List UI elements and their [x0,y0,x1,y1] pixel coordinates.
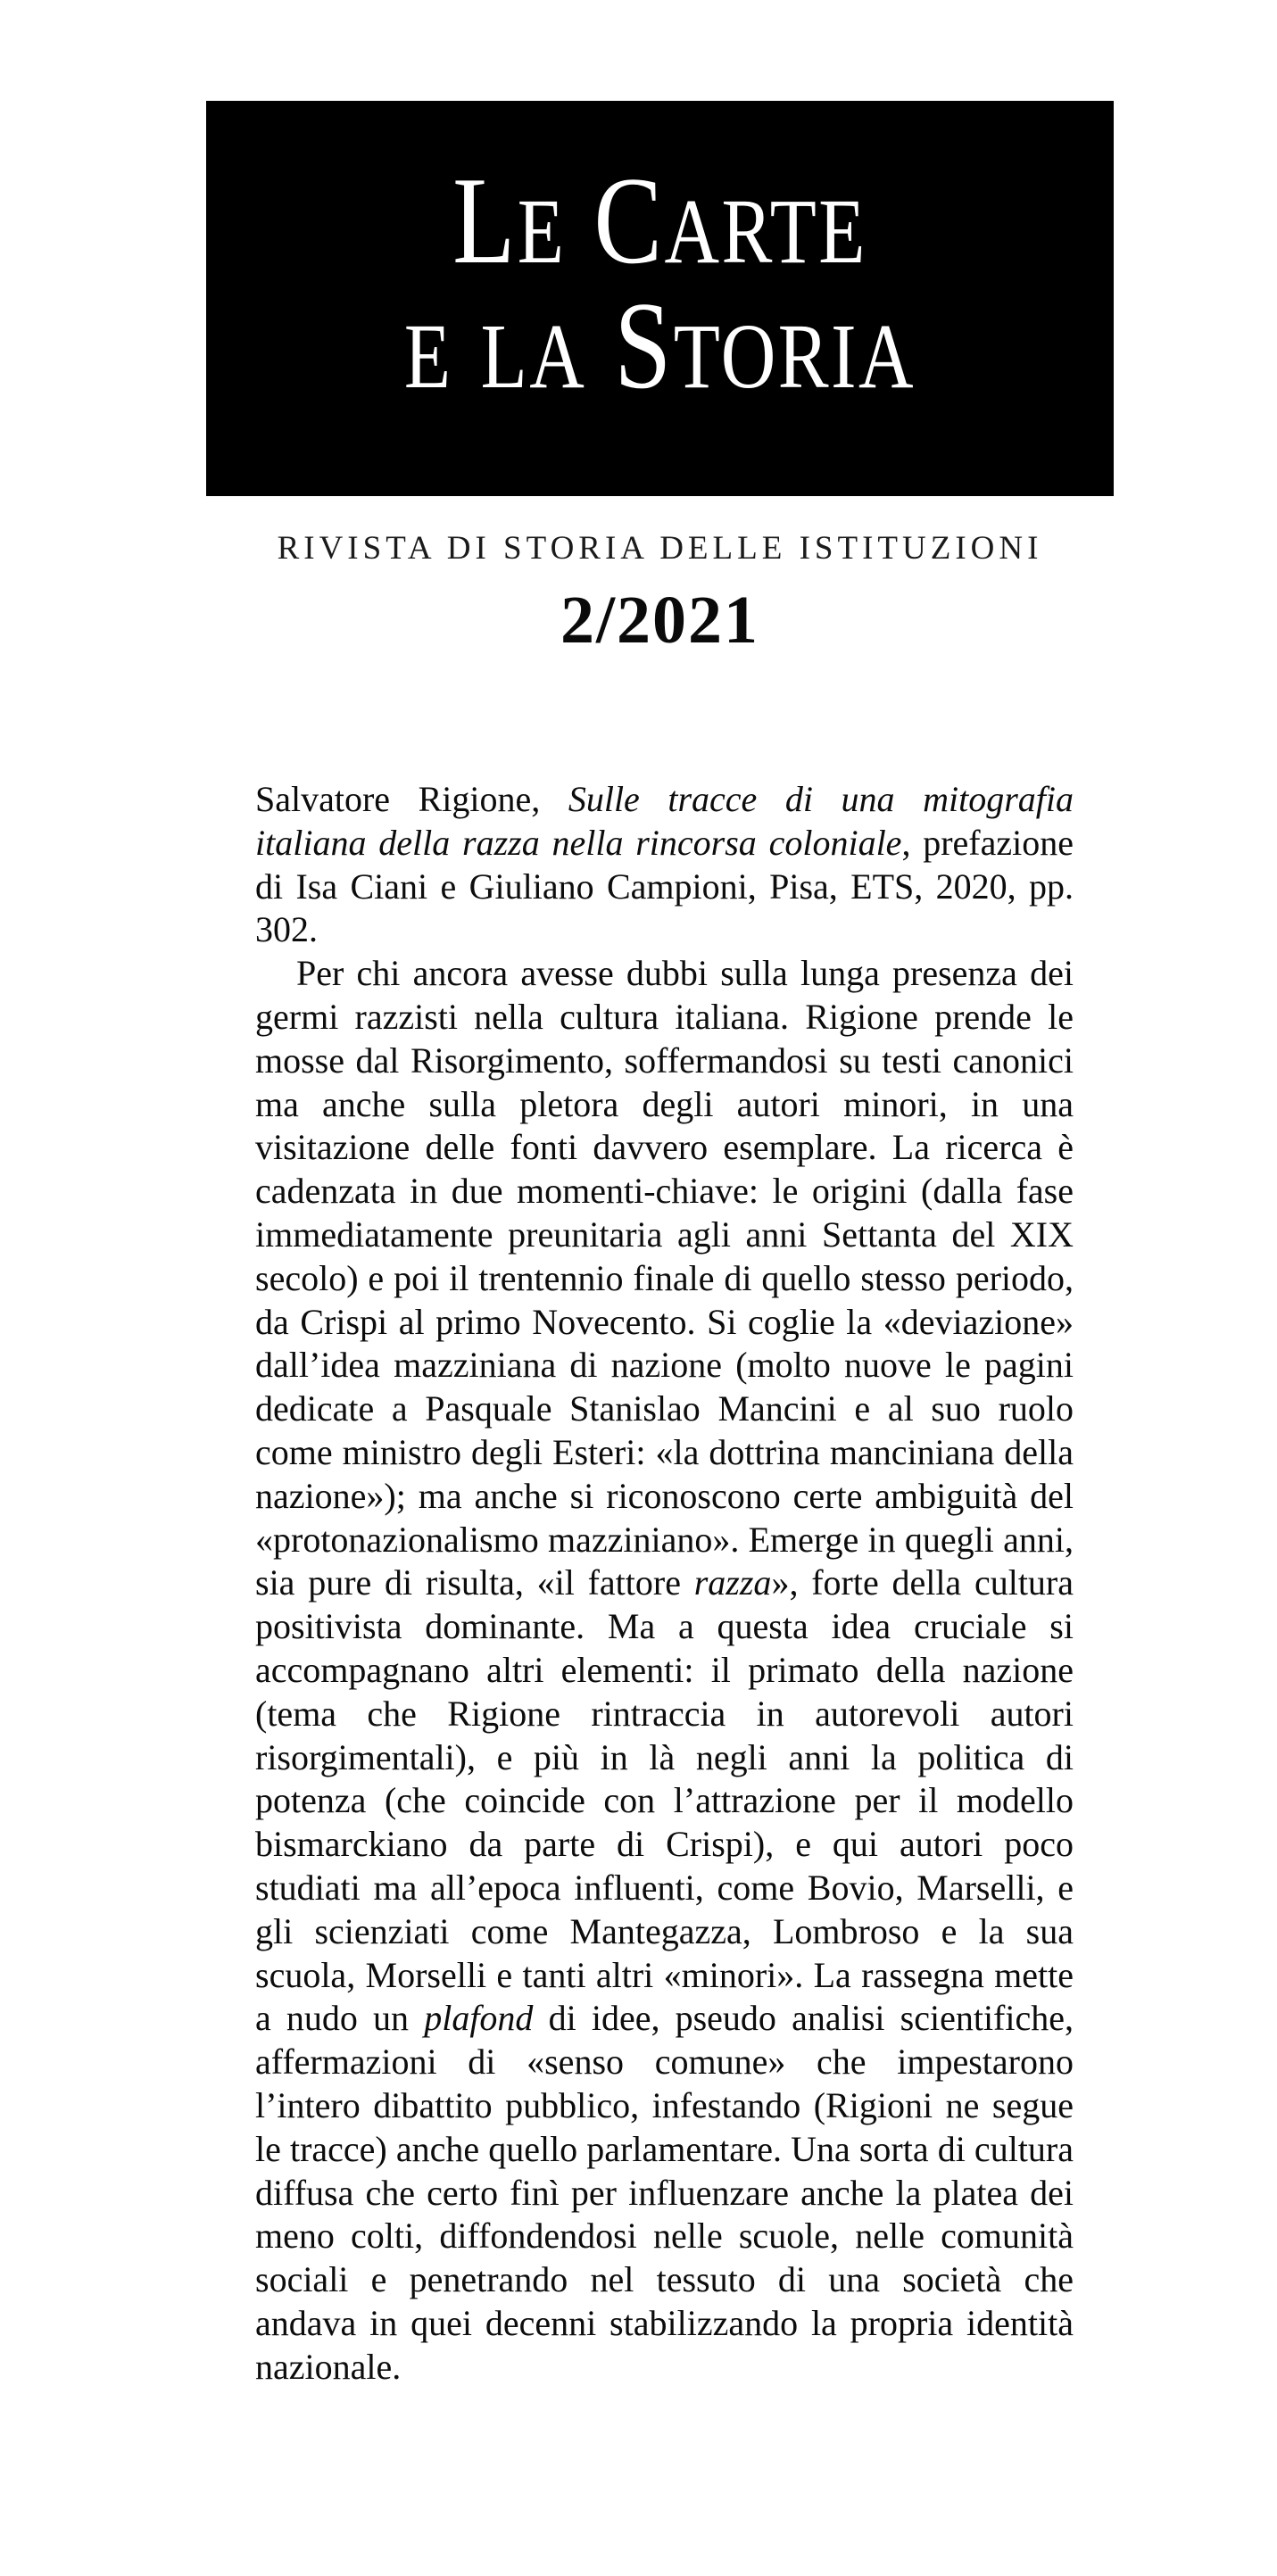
journal-subtitle: RIVISTA DI STORIA DELLE ISTITUZIONI [277,530,1043,567]
masthead-title-line-2: E LA STORIA [403,277,916,415]
review-body: Per chi ancora avesse dubbi sulla lunga presenza dei germi razzisti nella cultura italiana. Rigione prende le mosse dal Risorgimento, soffermandosi su testi canonici ma anche sulla pletora degli autori minori, in una visitazione delle fonti davvero esemplare. La ricerca è cadenzata in due momenti-chiave: le origini (dalla fase immediatamente preunitaria agli anni Settanta del XIX secolo) e poi il trentennio finale di quello stesso periodo, da Crispi al primo Novecento. Si coglie la «deviazione» dall’idea mazziniana di nazione (molto nuove le pagini dedicate a Pasquale Stanislao Mancini e al suo ruolo come ministro degli Esteri: «la dottrina manciniana della nazione»); ma anche si riconoscono certe ambiguità del «protonazionalismo mazziniano». Emerge in quegli anni, sia pure di risulta, «il fattore razza», forte della cultura positivista dominante. Ma a questa idea cruciale si accompagnano altri elementi: il primato della nazione (tema che Rigione rintraccia in autorevoli autori risorgimentali), e più in là negli anni la politica di potenza (che coincide con l’attrazione per il modello bismarckiano da parte di Crispi), e qui autori poco studiati ma all’epoca influenti, come Bovio, Marselli, e gli scienziati come Mantegazza, Lombroso e la sua scuola, Morselli e tanti altri «minori». La rassegna mette a nudo un plafond di idee, pseudo analisi scientifiche, affermazioni di «senso comune» che impestarono l’intero dibattito pubblico, infestando (Rigioni ne segue le tracce) anche quello parlamentare. Una sorta di cultura diffusa che certo finì per influenzare anche la platea dei meno colti, diffondendosi nelle scuole, nelle comunità sociali e penetrando nel tessuto di una società che andava in quei decenni stabilizzando la propria identità nazionale. [255,953,1074,2387]
issue-number: 2/2021 [560,583,760,658]
review-text-block [255,778,1074,2389]
masthead-title-line-1: LE CARTE [452,152,867,290]
masthead-box [206,101,1114,496]
review-citation: Salvatore Rigione, Sulle tracce di una mitografia italiana della razza nella rincorsa coloniale, prefazione di Isa Ciani e Giuliano Campioni, Pisa, ETS, 2020, pp. 302. [255,779,1074,950]
